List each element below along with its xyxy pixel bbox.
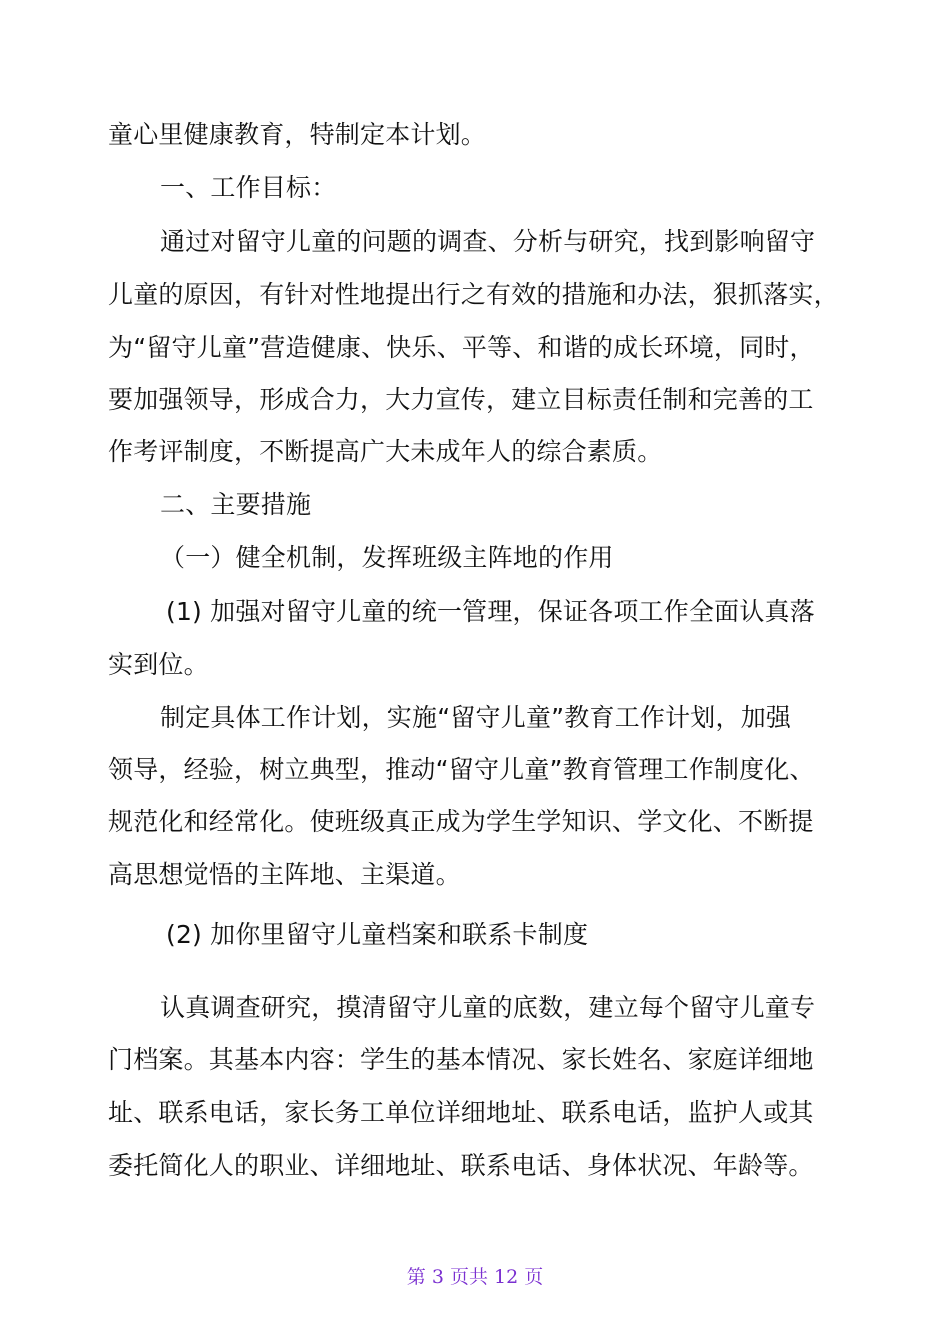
text-line: 制定具体工作计划，实施“留守儿童”教育工作计划，加强 bbox=[160, 703, 792, 732]
text-line: 门档案。其基本内容：学生的基本情况、家长姓名、家庭详细地 bbox=[108, 1045, 814, 1074]
text-line: 通过对留守儿童的问题的调查、分析与研究，找到影响留守 bbox=[160, 227, 816, 256]
text-line: 高思想觉悟的主阵地、主渠道。 bbox=[108, 860, 461, 889]
text-line: 委托简化人的职业、详细地址、联系电话、身体状况、年龄等。 bbox=[108, 1151, 814, 1180]
text-line: 领导，经验，树立典型，推动“留守儿童”教育管理工作制度化、 bbox=[108, 755, 815, 784]
section-heading: 二、主要措施 bbox=[160, 490, 312, 519]
text-line: 要加强领导，形成合力，大力宣传，建立目标责任制和完善的工 bbox=[108, 385, 814, 414]
subsection-heading: （一）健全机制，发挥班级主阵地的作用 bbox=[160, 543, 614, 572]
page-number-footer: 第 3 页共 12 页 bbox=[406, 1266, 544, 1288]
item-heading: (1) 加强对留守儿童的统一管理，保证各项工作全面认真落 bbox=[166, 597, 815, 626]
section-heading: 一、工作目标： bbox=[160, 173, 337, 202]
text-line: 为“留守儿童”营造健康、快乐、平等、和谐的成长环境，同时， bbox=[108, 333, 815, 362]
text-line: 认真调查研究，摸清留守儿童的底数，建立每个留守儿童专 bbox=[160, 993, 816, 1022]
text-line: 童心里健康教育，特制定本计划。 bbox=[108, 120, 487, 149]
item-heading: (2) 加你里留守儿童档案和联系卡制度 bbox=[166, 920, 589, 949]
text-line: 实到位。 bbox=[108, 650, 209, 679]
text-line: 址、联系电话，家长务工单位详细地址、联系电话，监护人或其 bbox=[108, 1098, 814, 1127]
text-line: 规范化和经常化。使班级真正成为学生学知识、学文化、不断提 bbox=[108, 807, 814, 836]
text-line: 儿童的原因，有针对性地提出行之有效的措施和办法，狠抓落实， bbox=[108, 280, 839, 309]
text-line: 作考评制度，不断提高广大未成年人的综合素质。 bbox=[108, 437, 663, 466]
